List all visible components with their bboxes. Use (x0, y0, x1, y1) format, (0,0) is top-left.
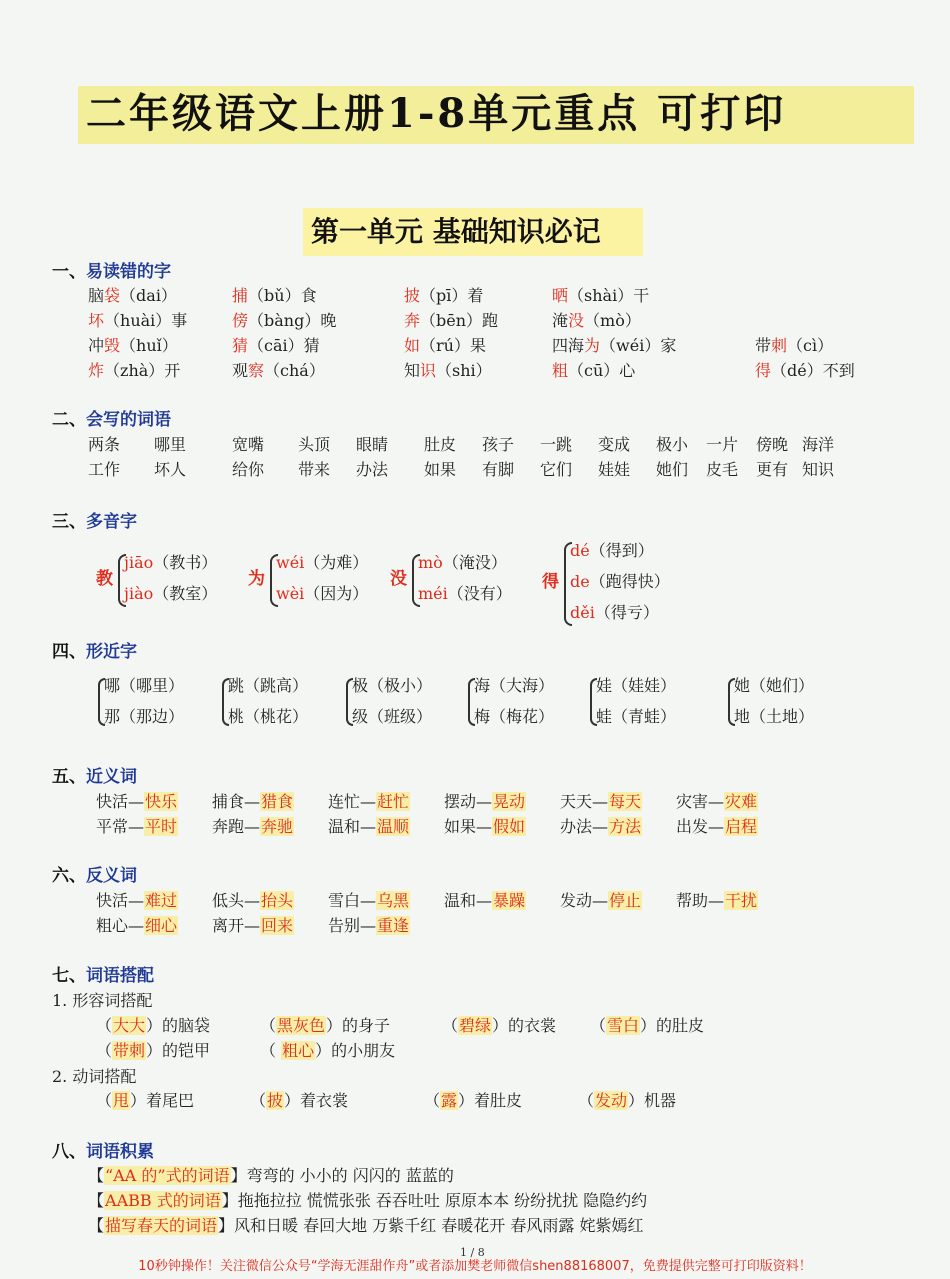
reading-pinyin: （mò） (584, 311, 641, 330)
reading-pinyin: （shài）干 (568, 286, 650, 305)
polyphone-pinyin: wèi (276, 584, 305, 603)
synonym-pair (444, 816, 526, 838)
reading-pinyin: （chá） (264, 361, 325, 380)
synonym-pair-match: 晃动 (493, 792, 526, 811)
synonym-pair (96, 791, 178, 813)
reading-pinyin: （wéi）家 (600, 336, 677, 355)
verb-collocation-title: 2. 动词搭配 (52, 1067, 137, 1086)
synonym-pair-word: 如果 (444, 817, 477, 836)
paren-open: （ (96, 1041, 113, 1060)
collocation-rest: ）的脑袋 (146, 1016, 211, 1035)
polyphone-pinyin: dé (570, 541, 590, 560)
section-heading-4: 四、形近字 (52, 642, 137, 662)
reading-item (404, 310, 498, 332)
reading-prefix: 观 (232, 361, 249, 380)
reading-item (755, 335, 833, 357)
reading-char: 识 (420, 361, 437, 380)
bracket-close: 】 (221, 1191, 238, 1210)
reading-char: 披 (404, 286, 421, 305)
reading-pinyin: （cāi）猜 (248, 336, 320, 355)
reading-pinyin: （dé）不到 (771, 361, 855, 380)
adj-collocation (590, 1015, 704, 1037)
reading-pinyin: （zhà）开 (104, 361, 181, 380)
reading-prefix: 淹 (552, 311, 569, 330)
collocation-word: 粗心 (282, 1041, 315, 1060)
collocation-rest: ）机器 (628, 1091, 677, 1110)
synonym-pair (212, 791, 294, 813)
paren-open: （ (260, 1016, 277, 1035)
antonym-pair (560, 890, 642, 912)
antonym-pair-dash: — (244, 891, 261, 910)
antonym-pair-word: 离开 (212, 916, 245, 935)
adj-collocation (260, 1015, 390, 1037)
reading-char: 粗 (552, 361, 569, 380)
polyphone-char: 为 (248, 568, 265, 589)
synonym-pair-word: 平常 (96, 817, 129, 836)
verb-collocation (96, 1090, 194, 1112)
write-word: 坏人 (154, 460, 187, 479)
collocation-rest: ）的身子 (326, 1016, 391, 1035)
synonym-pair (676, 791, 758, 813)
similar-char: 跳（跳高） (228, 676, 309, 695)
section-heading-3: 三、多音字 (52, 512, 137, 532)
collocation-rest: ）的铠甲 (146, 1041, 211, 1060)
synonym-pair-match: 每天 (609, 792, 642, 811)
synonym-pair-match: 奔驰 (261, 817, 294, 836)
similar-char: 海（大海） (474, 676, 555, 695)
write-word: 一片 (706, 435, 739, 454)
reading-char: 捕 (232, 286, 249, 305)
reading-pinyin: （pī）着 (420, 286, 484, 305)
antonym-pair-word: 低头 (212, 891, 245, 910)
write-word: 肚皮 (424, 435, 457, 454)
reading-item (232, 310, 336, 332)
write-word: 孩子 (482, 435, 515, 454)
reading-pinyin: （shi） (436, 361, 492, 380)
collocation-word: 大大 (113, 1016, 146, 1035)
polyphone-char: 教 (96, 568, 113, 589)
write-word: 极小 (656, 435, 689, 454)
reading-char: 傍 (232, 311, 249, 330)
synonym-pair-dash: — (592, 817, 609, 836)
synonym-pair-word: 快活 (96, 792, 129, 811)
synonym-pair-dash: — (244, 817, 261, 836)
reading-pinyin: （cì） (787, 336, 834, 355)
collocation-rest: ）的肚皮 (640, 1016, 705, 1035)
antonym-pair (328, 890, 410, 912)
reading-item (404, 360, 492, 382)
section-heading-6: 六、反义词 (52, 866, 137, 886)
write-word: 它们 (540, 460, 573, 479)
accumulation-row (88, 1215, 643, 1237)
antonym-pair-match: 难过 (145, 891, 178, 910)
polyphone-pinyin: de (570, 572, 590, 591)
paren-open: （ (260, 1041, 282, 1060)
synonym-pair-match: 启程 (725, 817, 758, 836)
polyphone-word: （淹没） (442, 553, 507, 572)
polyphone-pinyin: děi (570, 603, 595, 622)
synonym-pair-word: 灾害 (676, 792, 709, 811)
reading-item (232, 360, 325, 382)
write-word: 给你 (232, 460, 265, 479)
synonym-pair-word: 办法 (560, 817, 593, 836)
synonym-pair-match: 温顺 (377, 817, 410, 836)
collocation-rest: ）着尾巴 (130, 1091, 195, 1110)
collocation-word: 甩 (113, 1091, 130, 1110)
reading-char: 晒 (552, 286, 569, 305)
synonym-pair-match: 灾难 (725, 792, 758, 811)
similar-char: 梅（梅花） (474, 707, 555, 726)
antonym-pair-dash: — (360, 916, 377, 935)
reading-item (552, 310, 641, 332)
adj-collocation (442, 1015, 556, 1037)
reading-pinyin: （bǔ）食 (248, 286, 317, 305)
synonym-pair-word: 温和 (328, 817, 361, 836)
reading-item (88, 335, 178, 357)
antonym-pair-match: 回来 (261, 916, 294, 935)
write-word: 变成 (598, 435, 631, 454)
paren-open: （ (442, 1016, 459, 1035)
antonym-pair (212, 890, 294, 912)
write-word: 傍晚 (756, 435, 789, 454)
antonym-pair (96, 890, 178, 912)
synonym-pair-match: 平时 (145, 817, 178, 836)
polyphone-word: （得到） (589, 541, 654, 560)
reading-char: 毁 (104, 336, 121, 355)
collocation-rest: ）的小朋友 (315, 1041, 396, 1060)
collocation-word: 发动 (595, 1091, 628, 1110)
reading-char: 坏 (88, 311, 105, 330)
reading-prefix: 冲 (88, 336, 105, 355)
reading-char: 猜 (232, 336, 249, 355)
footer-notice: 10秒钟操作！关注微信公众号“学海无涯甜作舟”或者添加樊老师微信shen88168007，免费提供完整可打印版资料！ (138, 1259, 812, 1274)
antonym-pair-match: 重逢 (377, 916, 410, 935)
accumulation-row (88, 1190, 647, 1212)
polyphone-pinyin: jiào (124, 584, 154, 603)
paren-open: （ (590, 1016, 607, 1035)
synonym-pair-dash: — (708, 817, 725, 836)
write-word: 如果 (424, 460, 457, 479)
bracket-close: 】 (230, 1166, 247, 1185)
write-word: 海洋 (802, 435, 835, 454)
write-word: 哪里 (154, 435, 187, 454)
reading-item (552, 335, 676, 357)
similar-char: 级（班级） (352, 707, 433, 726)
antonym-pair-match: 暴躁 (493, 891, 526, 910)
similar-char: 哪（哪里） (104, 676, 185, 695)
collocation-rest: ）的衣裳 (492, 1016, 557, 1035)
reading-char: 炸 (88, 361, 105, 380)
paren-open: （ (578, 1091, 595, 1110)
collocation-word: 碧绿 (459, 1016, 492, 1035)
reading-prefix: 脑 (88, 286, 105, 305)
synonym-pair (560, 791, 642, 813)
reading-prefix: 四海 (552, 336, 585, 355)
polyphone-char: 没 (390, 568, 407, 589)
write-word: 宽嘴 (232, 435, 265, 454)
antonym-pair-dash: — (244, 916, 261, 935)
bracket-open: 【 (88, 1166, 105, 1185)
synonym-pair (560, 816, 642, 838)
reading-item (88, 360, 180, 382)
reading-char: 得 (755, 361, 772, 380)
antonym-pair-match: 停止 (609, 891, 642, 910)
reading-item (552, 285, 649, 307)
synonym-pair-dash: — (244, 792, 261, 811)
write-word: 皮毛 (706, 460, 739, 479)
reading-item (88, 310, 187, 332)
synonym-pair-match: 赶忙 (377, 792, 410, 811)
similar-char: 她（她们） (734, 676, 815, 695)
synonym-pair-word: 出发 (676, 817, 709, 836)
collocation-word: 带刺 (113, 1041, 146, 1060)
polyphone-word: （得亏） (594, 603, 659, 622)
page-number: 1 / 8 (460, 1246, 485, 1259)
polyphone-reading (570, 540, 654, 562)
section-heading-7: 七、词语搭配 (52, 966, 154, 986)
antonym-pair-dash: — (128, 916, 145, 935)
write-word: 带来 (298, 460, 331, 479)
polyphone-word: （没有） (447, 584, 512, 603)
polyphone-pinyin: wéi (276, 553, 305, 572)
section-heading-5: 五、近义词 (52, 767, 137, 787)
write-word: 眼睛 (356, 435, 389, 454)
antonym-pair-dash: — (592, 891, 609, 910)
antonym-pair-word: 快活 (96, 891, 129, 910)
polyphone-word: （为难） (304, 553, 369, 572)
section-heading-2: 二、会写的词语 (52, 410, 171, 430)
write-word: 两条 (88, 435, 121, 454)
reading-pinyin: （bàng）晚 (248, 311, 337, 330)
antonym-pair-word: 雪白 (328, 891, 361, 910)
reading-prefix: 知 (404, 361, 421, 380)
accumulation-row (88, 1165, 454, 1187)
synonym-pair-dash: — (128, 817, 145, 836)
reading-pinyin: （bēn）跑 (420, 311, 499, 330)
synonym-pair-dash: — (360, 817, 377, 836)
synonym-pair-word: 奔跑 (212, 817, 245, 836)
adj-collocation (260, 1040, 395, 1062)
reading-char: 刺 (771, 336, 788, 355)
antonym-pair-match: 细心 (145, 916, 178, 935)
polyphone-reading (276, 552, 368, 574)
polyphone-word: （教书） (153, 553, 218, 572)
synonym-pair-dash: — (360, 792, 377, 811)
synonym-pair (96, 816, 178, 838)
reading-char: 为 (584, 336, 601, 355)
polyphone-reading (124, 552, 217, 574)
accumulation-words: 弯弯的 小小的 闪闪的 蓝蓝的 (246, 1166, 454, 1185)
polyphone-pinyin: mò (418, 553, 443, 572)
collocation-rest: ）着肚皮 (458, 1091, 523, 1110)
unit-title: 第一单元 基础知识必记 (311, 215, 601, 248)
accumulation-tag: “AA 的”式的词语 (105, 1166, 230, 1185)
synonym-pair-match: 快乐 (145, 792, 178, 811)
polyphone-reading (570, 602, 659, 624)
polyphone-word: （因为） (304, 584, 369, 603)
adj-collocation (96, 1015, 210, 1037)
reading-pinyin: （huǐ） (120, 336, 178, 355)
write-word: 工作 (88, 460, 121, 479)
synonym-pair (444, 791, 526, 813)
reading-pinyin: （rú）果 (420, 336, 486, 355)
adj-collocation-title: 1. 形容词搭配 (52, 991, 153, 1010)
synonym-pair-word: 捕食 (212, 792, 245, 811)
write-word: 娃娃 (598, 460, 631, 479)
reading-char: 袋 (104, 286, 121, 305)
bracket-open: 【 (88, 1216, 105, 1235)
collocation-word: 黑灰色 (277, 1016, 326, 1035)
reading-pinyin: （huài）事 (104, 311, 188, 330)
polyphone-pinyin: jiāo (124, 553, 154, 572)
collocation-rest: ）着衣裳 (284, 1091, 349, 1110)
antonym-pair-word: 告别 (328, 916, 361, 935)
verb-collocation (424, 1090, 522, 1112)
write-word: 头顶 (298, 435, 331, 454)
synonym-pair (676, 816, 758, 838)
reading-char: 没 (568, 311, 585, 330)
accumulation-words: 风和日暖 春回大地 万紫千红 春暖花开 春风雨露 姹紫嫣红 (234, 1216, 644, 1235)
verb-collocation (578, 1090, 676, 1112)
reading-item (232, 335, 320, 357)
reading-item (88, 285, 177, 307)
antonym-pair (212, 915, 294, 937)
polyphone-reading (418, 552, 507, 574)
antonym-pair-dash: — (360, 891, 377, 910)
bracket-close: 】 (218, 1216, 235, 1235)
write-word: 她们 (656, 460, 689, 479)
collocation-word: 雪白 (607, 1016, 640, 1035)
polyphone-reading (418, 583, 512, 605)
write-word: 知识 (802, 460, 835, 479)
synonym-pair-match: 方法 (609, 817, 642, 836)
reading-char: 奔 (404, 311, 421, 330)
reading-pinyin: （dai） (120, 286, 177, 305)
antonym-pair (676, 890, 758, 912)
reading-item (552, 360, 635, 382)
similar-char: 蛙（青蛙） (596, 707, 677, 726)
antonym-pair (96, 915, 178, 937)
similar-char: 地（土地） (734, 707, 815, 726)
reading-pinyin: （cū）心 (568, 361, 636, 380)
polyphone-reading (276, 583, 368, 605)
antonym-pair (444, 890, 526, 912)
adj-collocation (96, 1040, 210, 1062)
synonym-pair-dash: — (476, 792, 493, 811)
collocation-word: 露 (441, 1091, 458, 1110)
verb-collocation (250, 1090, 348, 1112)
antonym-pair (328, 915, 410, 937)
synonym-pair-word: 天天 (560, 792, 593, 811)
reading-char: 如 (404, 336, 421, 355)
reading-item (755, 360, 855, 382)
polyphone-reading (124, 583, 217, 605)
synonym-pair (212, 816, 294, 838)
write-word: 有脚 (482, 460, 515, 479)
synonym-pair-dash: — (476, 817, 493, 836)
synonym-pair-dash: — (708, 792, 725, 811)
antonym-pair-word: 发动 (560, 891, 593, 910)
antonym-pair-word: 温和 (444, 891, 477, 910)
section-heading-1: 一、易读错的字 (52, 262, 171, 282)
paren-open: （ (96, 1016, 113, 1035)
antonym-pair-word: 粗心 (96, 916, 129, 935)
section-heading-8: 八、词语积累 (52, 1142, 154, 1162)
polyphone-reading (570, 571, 670, 593)
accumulation-words: 拖拖拉拉 慌慌张张 吞吞吐吐 原原本本 纷纷扰扰 隐隐约约 (237, 1191, 648, 1210)
paren-open: （ (250, 1091, 267, 1110)
synonym-pair-dash: — (592, 792, 609, 811)
synonym-pair-word: 连忙 (328, 792, 361, 811)
paren-open: （ (424, 1091, 441, 1110)
reading-char: 察 (248, 361, 265, 380)
polyphone-word: （教室） (153, 584, 218, 603)
reading-prefix: 带 (755, 336, 772, 355)
reading-item (404, 335, 486, 357)
synonym-pair (328, 791, 410, 813)
collocation-word: 披 (267, 1091, 284, 1110)
antonym-pair-dash: — (128, 891, 145, 910)
polyphone-word: （跑得快） (589, 572, 670, 591)
reading-item (404, 285, 483, 307)
bracket-open: 【 (88, 1191, 105, 1210)
synonym-pair-match: 假如 (493, 817, 526, 836)
write-word: 办法 (356, 460, 389, 479)
antonym-pair-word: 帮助 (676, 891, 709, 910)
synonym-pair (328, 816, 410, 838)
synonym-pair-dash: — (128, 792, 145, 811)
similar-char: 极（极小） (352, 676, 433, 695)
write-word: 一跳 (540, 435, 573, 454)
reading-item (232, 285, 317, 307)
antonym-pair-match: 乌黑 (377, 891, 410, 910)
similar-char: 娃（娃娃） (596, 676, 677, 695)
accumulation-tag: 描写春天的词语 (105, 1216, 218, 1235)
antonym-pair-dash: — (708, 891, 725, 910)
similar-char: 桃（桃花） (228, 707, 309, 726)
synonym-pair-match: 猎食 (261, 792, 294, 811)
page-title: 二年级语文上册1-8单元重点 可打印 (86, 90, 787, 137)
similar-char: 那（那边） (104, 707, 185, 726)
synonym-pair-word: 摆动 (444, 792, 477, 811)
antonym-pair-dash: — (476, 891, 493, 910)
paren-open: （ (96, 1091, 113, 1110)
polyphone-pinyin: méi (418, 584, 448, 603)
antonym-pair-match: 抬头 (261, 891, 294, 910)
polyphone-char: 得 (542, 572, 559, 592)
write-word: 更有 (756, 460, 789, 479)
antonym-pair-match: 干扰 (725, 891, 758, 910)
accumulation-tag: AABB 式的词语 (105, 1191, 221, 1210)
